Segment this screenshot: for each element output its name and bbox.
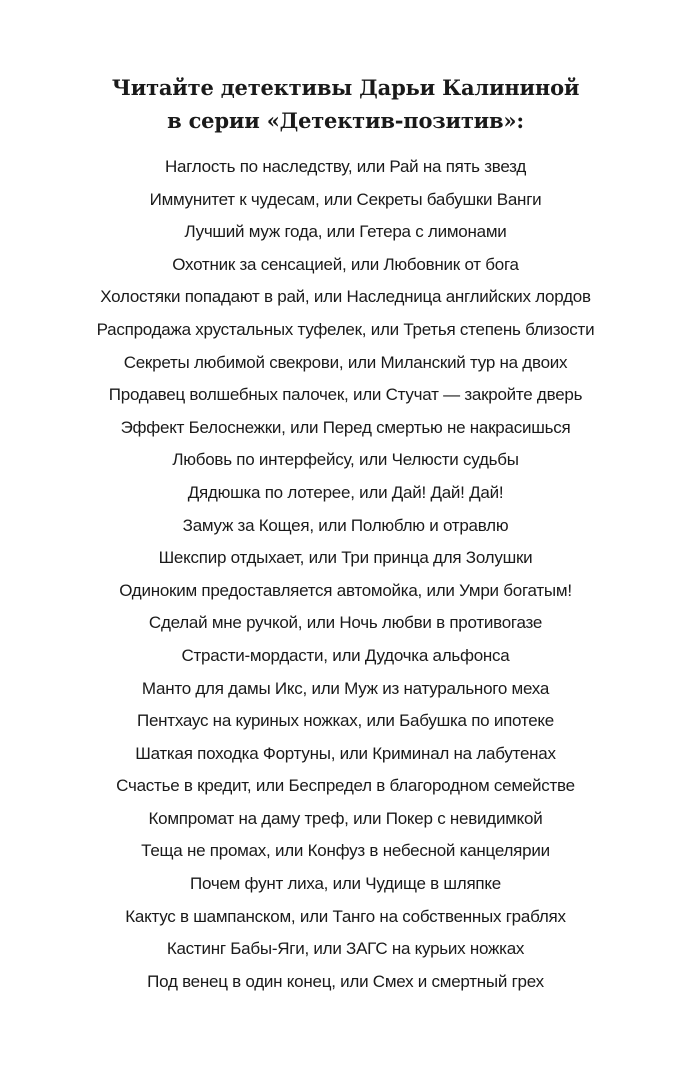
book-title: Распродажа хрустальных туфелек, или Третья степень близости [96,319,595,339]
book-title: Дядюшка по лотерее, или Дай! Дай! Дай! [187,482,504,502]
book-title: Иммунитет к чудесам, или Секреты бабушки Ванги [149,189,542,209]
heading-line-2: в серии «Детектив-позитив»: [167,108,524,133]
book-title: Замуж за Кощея, или Полюблю и отравлю [182,515,509,535]
book-title: Кастинг Бабы-Яги, или ЗАГС на курьих ножках [166,939,525,959]
book-title: Лучший муж года, или Гетера с лимонами [184,222,507,242]
book-title: Любовь по интерфейсу, или Челюсти судьбы [172,450,519,470]
book-title: Шаткая походка Фортуны, или Криминал на лабутенах [135,743,556,763]
book-title: Шекспир отдыхает, или Три принца для Золушки [158,548,533,568]
page-heading [0,71,691,137]
book-title: Секреты любимой свекрови, или Миланский тур на двоих [123,352,568,372]
book-title: Одиноким предоставляется автомойка, или Умри богатым! [119,580,572,600]
book-title: Наглость по наследству, или Рай на пять звезд [164,157,527,176]
book-titles-list [0,151,691,998]
book-title: Охотник за сенсацией, или Любовник от бога [172,254,519,274]
book-title: Под венец в один конец, или Смех и смертный грех [147,971,544,991]
book-title: Почем фунт лиха, или Чудище в шляпке [190,874,501,894]
book-title: Страсти-мордасти, или Дудочка альфонса [181,645,510,665]
book-title: Счастье в кредит, или Беспредел в благородном семействе [116,776,575,796]
book-title: Холостяки попадают в рай, или Наследница английских лордов [100,287,591,307]
book-title: Продавец волшебных палочек, или Стучат — закройте дверь [108,385,583,405]
book-title: Кактус в шампанском, или Танго на собственных граблях [125,906,566,926]
book-title: Пентхаус на куриных ножках, или Бабушка по ипотеке [136,711,554,731]
book-title: Сделай мне ручкой, или Ночь любви в противогазе [148,613,543,633]
book-title: Эффект Белоснежки, или Перед смертью не накрасишься [120,417,571,437]
heading-line-1: Читайте детективы Дарьи Калининой [111,75,580,100]
book-title: Компромат на даму треф, или Покер с невидимкой [148,808,543,828]
book-title: Манто для дамы Икс, или Муж из натурального меха [141,678,550,698]
book-title: Теща не промах, или Конфуз в небесной канцелярии [141,841,550,861]
